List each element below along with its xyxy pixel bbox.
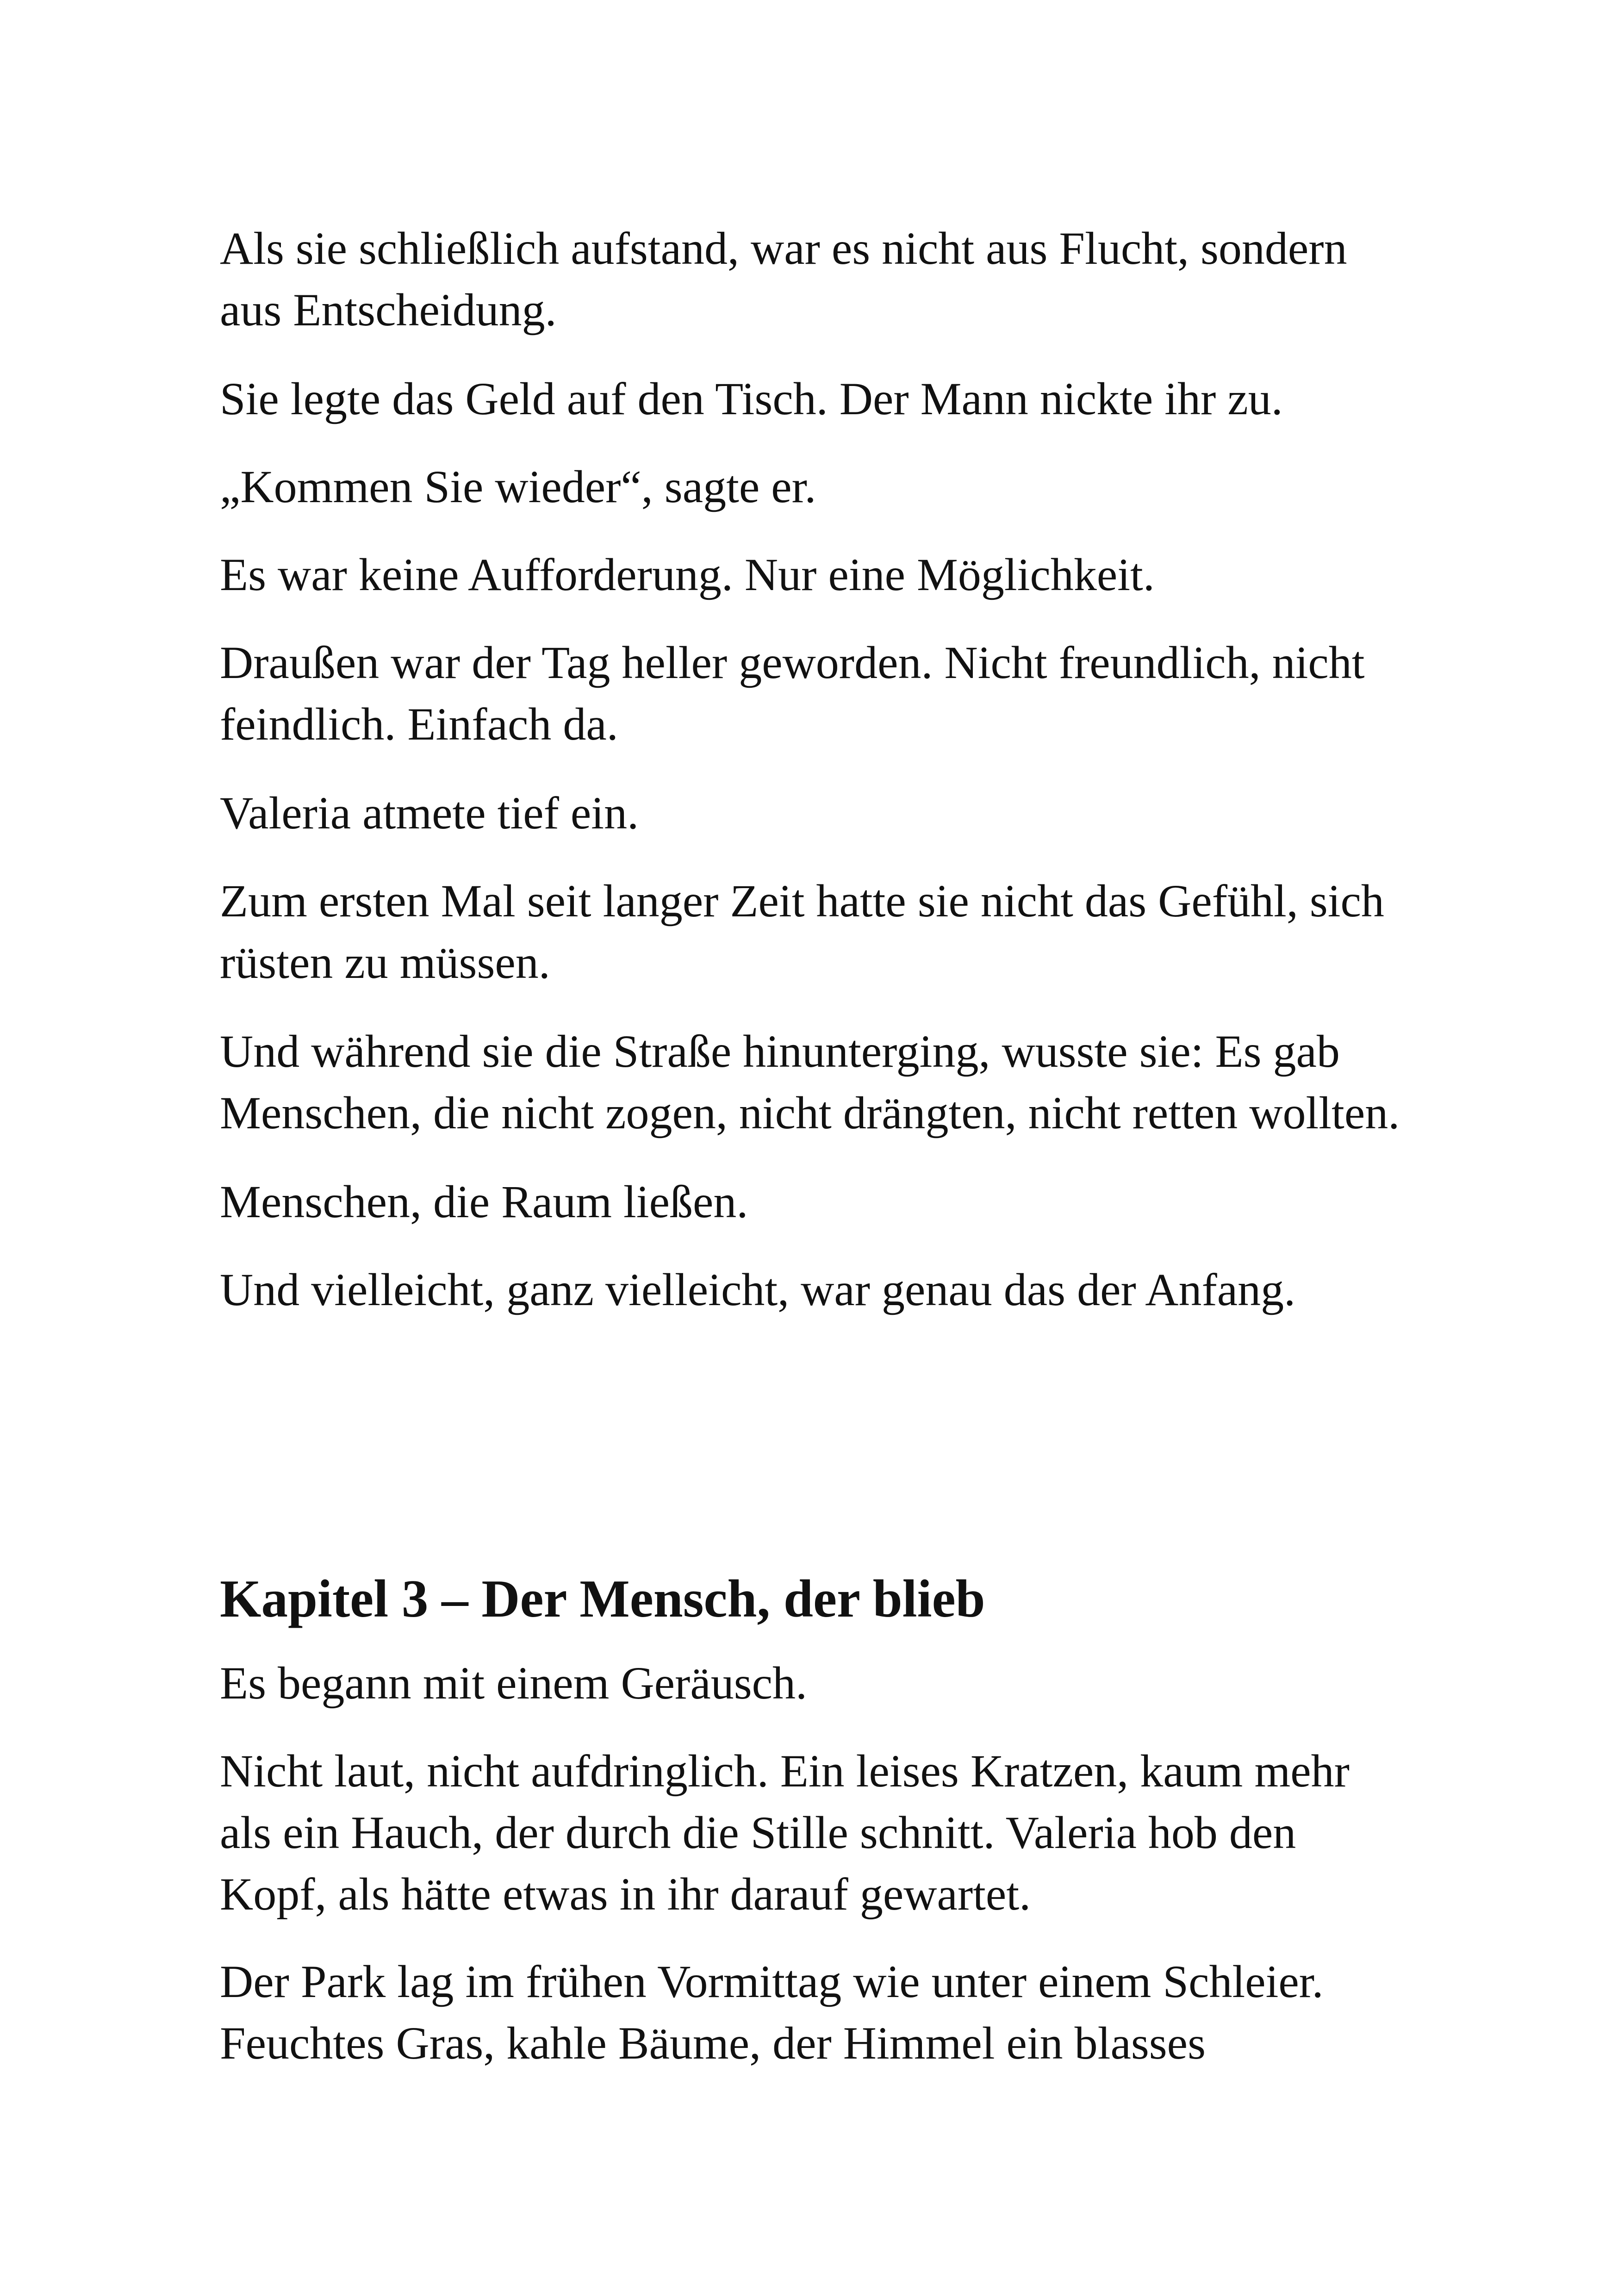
paragraph: Zum ersten Mal seit langer Zeit hatte sie nicht das Gefühl, sich rüsten zu müssen. bbox=[220, 875, 1384, 988]
paragraph: Als sie schließlich aufstand, war es nicht aus Flucht, sondern aus Entscheidung. bbox=[220, 223, 1347, 336]
paragraph: Menschen, die Raum ließen. bbox=[220, 1176, 748, 1227]
paragraph: Es begann mit einem Geräusch. bbox=[220, 1657, 808, 1709]
paragraph: Und vielleicht, ganz vielleicht, war genau das der Anfang. bbox=[220, 1264, 1296, 1315]
paragraph: Sie legte das Geld auf den Tisch. Der Mann nickte ihr zu. bbox=[220, 373, 1283, 424]
paragraph: „Kommen Sie wieder“, sagte er. bbox=[220, 461, 816, 512]
paragraph: Und während sie die Straße hinunterging, wusste sie: Es gab Menschen, die nicht zogen, nicht drängten, nicht retten wollten. bbox=[220, 1026, 1400, 1139]
paragraph: Es war keine Aufforderung. Nur eine Möglichkeit. bbox=[220, 549, 1155, 600]
paragraph: Draußen war der Tag heller geworden. Nicht freundlich, nicht feindlich. Einfach da. bbox=[220, 637, 1365, 750]
chapter-heading: Kapitel 3 – Der Mensch, der blieb bbox=[220, 1569, 985, 1628]
paragraph: Der Park lag im frühen Vormittag wie unter einem Schleier. Feuchtes Gras, kahle Bäume, der Himmel ein blasses bbox=[220, 1956, 1324, 2069]
paragraph: Nicht laut, nicht aufdringlich. Ein leises Kratzen, kaum mehr als ein Hauch, der durch die Stille schnitt. Valeria hob den Kopf, als hätte etwas in ihr darauf gewartet. bbox=[220, 1745, 1350, 1920]
paragraph: Valeria atmete tief ein. bbox=[220, 787, 639, 839]
